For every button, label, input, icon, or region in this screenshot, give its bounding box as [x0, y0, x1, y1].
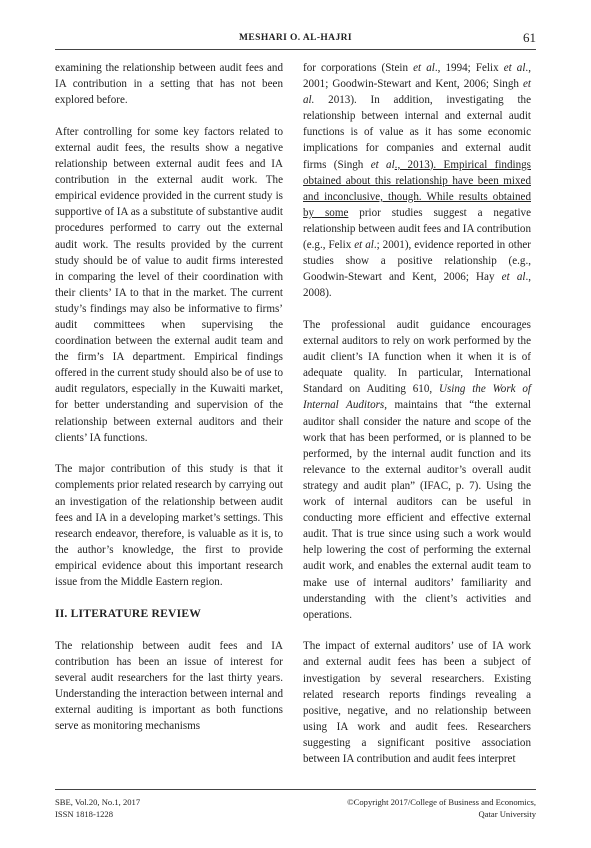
paragraph	[303, 317, 531, 623]
footer-left	[55, 796, 140, 820]
citation-etal: et al	[503, 62, 526, 74]
paragraph: examining the relationship between audit fees and IA contribution in a setting that has not been explored before.	[55, 62, 283, 107]
footer-right	[347, 796, 536, 820]
copyright: ©Copyright 2017/College of Business and Economics,	[347, 797, 536, 807]
citation-etal: et al.	[303, 78, 531, 107]
page-number: 61	[523, 30, 536, 45]
text-run: .; 2001), evidence reported in other studies show a positive relationship (e.g., Goodwin-Stewart and Kent, 2006; Hay	[303, 239, 531, 284]
right-column	[303, 60, 531, 783]
header-rule	[55, 49, 536, 50]
text-run: 2013). In addition, investigating the relationship between internal and external audit functions is of value as it has some economic implications for companies and external audit firms (Singh	[303, 94, 531, 171]
journal-volume: SBE, Vol.20, No.1, 2017	[55, 797, 141, 807]
citation-etal: et al	[370, 158, 395, 171]
text-run: , maintains that “the external auditor shall consider the nature and scope of the work that has been performed, or is planned to be performed, by the internal audit function and its relevance to the external auditor’s overall audit strategy and audit plan” (IFAC, p. 7). Using the work of internal auditors can be useful in conducting more efficient and effective external audit. That is true since using such a work would help lowering the cost of performing the external audit work, and enables the external audit team to make use of internal auditors’ familiarity and understanding with the client’s activities and operations.	[303, 399, 532, 621]
text-run: prior studies suggest a negative relationship between audit fees and IA contribution (e.g., Felix	[303, 206, 531, 252]
text-run: ., 1994; Felix	[434, 62, 504, 74]
citation-etal: et al	[413, 62, 435, 74]
section-heading: II. LITERATURE REVIEW	[55, 606, 202, 620]
text-run: The professional audit guidance encourages external auditors to rely on work performed by the audit client’s IA function when it when it is of adequate quality. In particular, International Standard on Auditing 610,	[303, 319, 531, 396]
university: Qatar University	[478, 809, 536, 819]
paragraph: The relationship between audit fees and IA contribution has been an issue of interest for several audit researchers for the last thirty years. Understanding the interaction between internal and external auditing is important as both functions serve as monitoring mechanisms	[55, 639, 283, 733]
text-run: ., 2001; Goodwin-Stewart and Kent, 2006; Singh	[303, 62, 531, 91]
issn: ISSN 1818-1228	[55, 809, 114, 819]
left-column	[55, 60, 283, 750]
running-header	[55, 30, 536, 46]
text-run: ., 2008).	[303, 271, 531, 300]
standard-title: Using the Work of Internal Auditors	[303, 383, 531, 412]
paragraph: After controlling for some key factors related to external audit fees, the results show a negative relationship between external audit fees and IA contribution in the external audit work. The empirical evidence provided in the current study is supportive of IA as a substitute of substantive audit procedures performed to carry out the external audit work. The results provided by the current study should be of value to audit firms interested in comparing the level of their coordination with their clients’ IA to that in the market. The current study’s findings may also be informative to firms’ audit committees when supervising the coordination between the external audit team and the firm’s IA department. Empirical findings offered in the current study should also be of use to audit regulators, especially in the Kuwaiti market, for better understanding and supervision of the relationship between external auditors and their clients’ IA functions.	[55, 125, 283, 444]
paragraph: The major contribution of this study is that it complements prior related research by carrying out an investigation of the relationship between audit fees and IA in a developing market’s settings. This research endeavor, therefore, is valuable as it is, to the author’s knowledge, the first to provide empirical evidence about this important research issue from the Middle Eastern region.	[55, 463, 283, 588]
paragraph: The impact of external auditors’ use of IA work and external audit fees has been a subject of investigation by several researchers. Existing related research reports findings revealing a positive, negative, and no relationship between using IA work and audit fees. Researchers suggesting a significant positive association between IA contribution and audit fees interpret	[303, 640, 531, 766]
text-run-underlined: ., 2013). Empirical findings obtained about this relationship have been mixed and inconclusive, though. While results obtained by some	[303, 158, 531, 219]
text-run: for corporations (Stein	[303, 62, 414, 74]
running-title: MESHARI O. AL-HAJRI	[239, 33, 352, 43]
citation-etal: et al	[354, 239, 374, 252]
paragraph	[303, 60, 531, 301]
citation-etal: et al	[501, 271, 526, 284]
footer-rule	[55, 789, 536, 790]
